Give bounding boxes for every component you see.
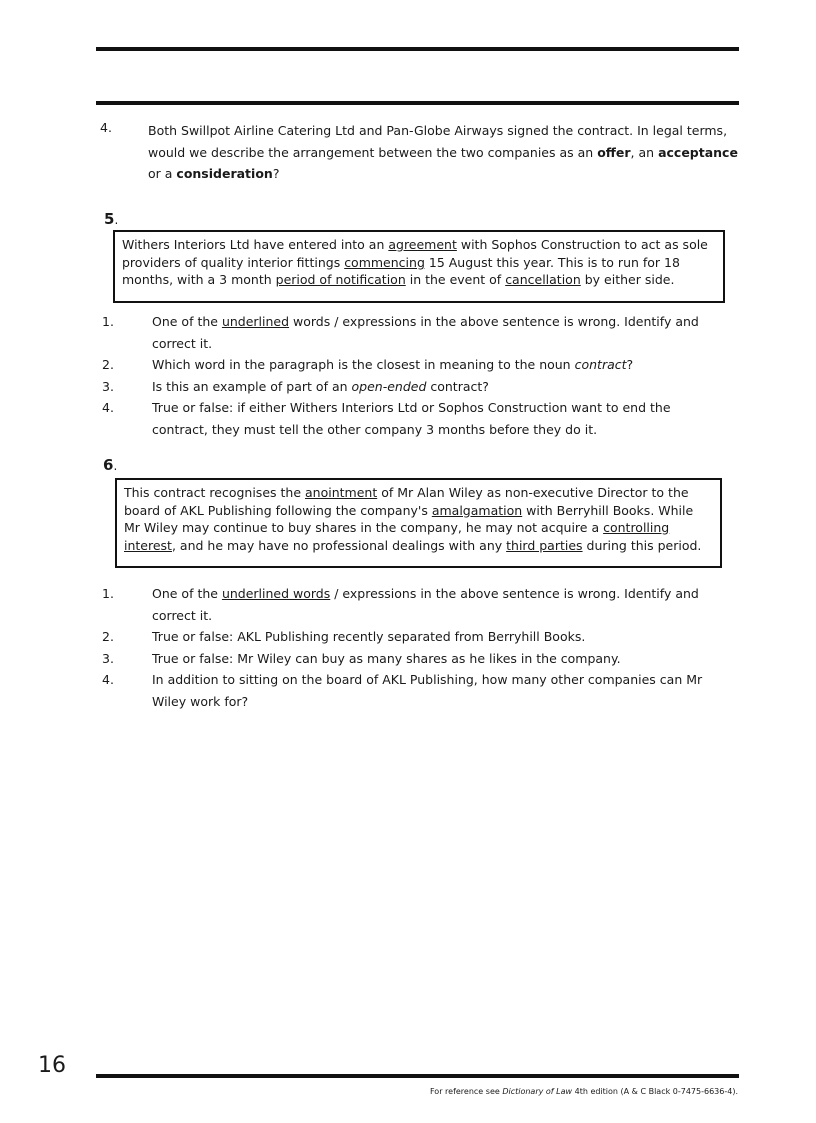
underlined-term: anointment [305, 485, 378, 500]
underlined-term: period of notification [275, 272, 406, 287]
underlined-term: amalgamation [431, 502, 523, 518]
list-item: 1. One of the underlined words / expressions in the above sentence is wrong. Identify and correct it. [102, 586, 699, 623]
question-text: Both Swillpot Airline Catering Ltd and Pan-Globe Airways signed the contract. In legal terms, would we describe the arrangement between the two companies as an offer, an acceptance or a consideration? [148, 123, 738, 181]
section-5-passage: Withers Interiors Ltd have entered into an agreement with Sophos Construction to act as sole providers of quality interior fittings commencing 15 August this year. This is to run for 18 months, with a 3 month period of notification in the event of cancellation by either side. [113, 230, 725, 303]
term-offer: offer [597, 144, 631, 160]
underlined-term: commencing [344, 254, 425, 270]
list-item: 2. Which word in the paragraph is the closest in meaning to the noun contract? [102, 357, 634, 372]
top-rule [96, 47, 739, 51]
reference-footnote: For reference see Dictionary of Law 4th edition (A & C Black 0-7475-6636-4). [429, 1087, 738, 1096]
term-acceptance: acceptance [658, 144, 738, 160]
section-6-passage: This contract recognises the anointment of Mr Alan Wiley as non-executive Director to the board of AKL Publishing following the company's amalgamation with Berryhill Books. While Mr Wiley may continue to buy shares in the company, he may not acquire a controlling interest, and he may have no professional dealings with any third parties during this period. [115, 478, 722, 568]
header-rule [96, 101, 739, 105]
list-item: 2. True or false: AKL Publishing recently separated from Berryhill Books. [102, 629, 586, 644]
question-number: 4. [100, 120, 112, 135]
footer-rule [96, 1074, 739, 1078]
list-item: 4. In addition to sitting on the board of AKL Publishing, how many other companies can Mr Wiley work for? [102, 672, 703, 709]
list-item: 3. True or false: Mr Wiley can buy as many shares as he likes in the company. [102, 650, 621, 666]
underlined-term: cancellation [505, 272, 581, 287]
list-item: 1. One of the underlined words / expressions in the above sentence is wrong. Identify and correct it. [102, 314, 699, 351]
underlined-term: controlling interest [124, 520, 670, 553]
underlined-term: third parties [506, 537, 583, 553]
term-consideration: consideration [176, 166, 273, 181]
section-6-heading: 6. [103, 456, 118, 474]
underlined-term: agreement [388, 237, 457, 252]
section-5-questions [0, 311, 816, 440]
page-number: 16 [38, 1053, 66, 1078]
list-item: 4. True or false: if either Withers Interiors Ltd or Sophos Construction want to end the contract, they must tell the other company 3 months before they do it. [102, 400, 671, 437]
section-6-questions [0, 583, 816, 712]
section-5-heading: 5. [104, 210, 119, 228]
list-item: 3. Is this an example of part of an open-ended contract? [102, 378, 489, 394]
